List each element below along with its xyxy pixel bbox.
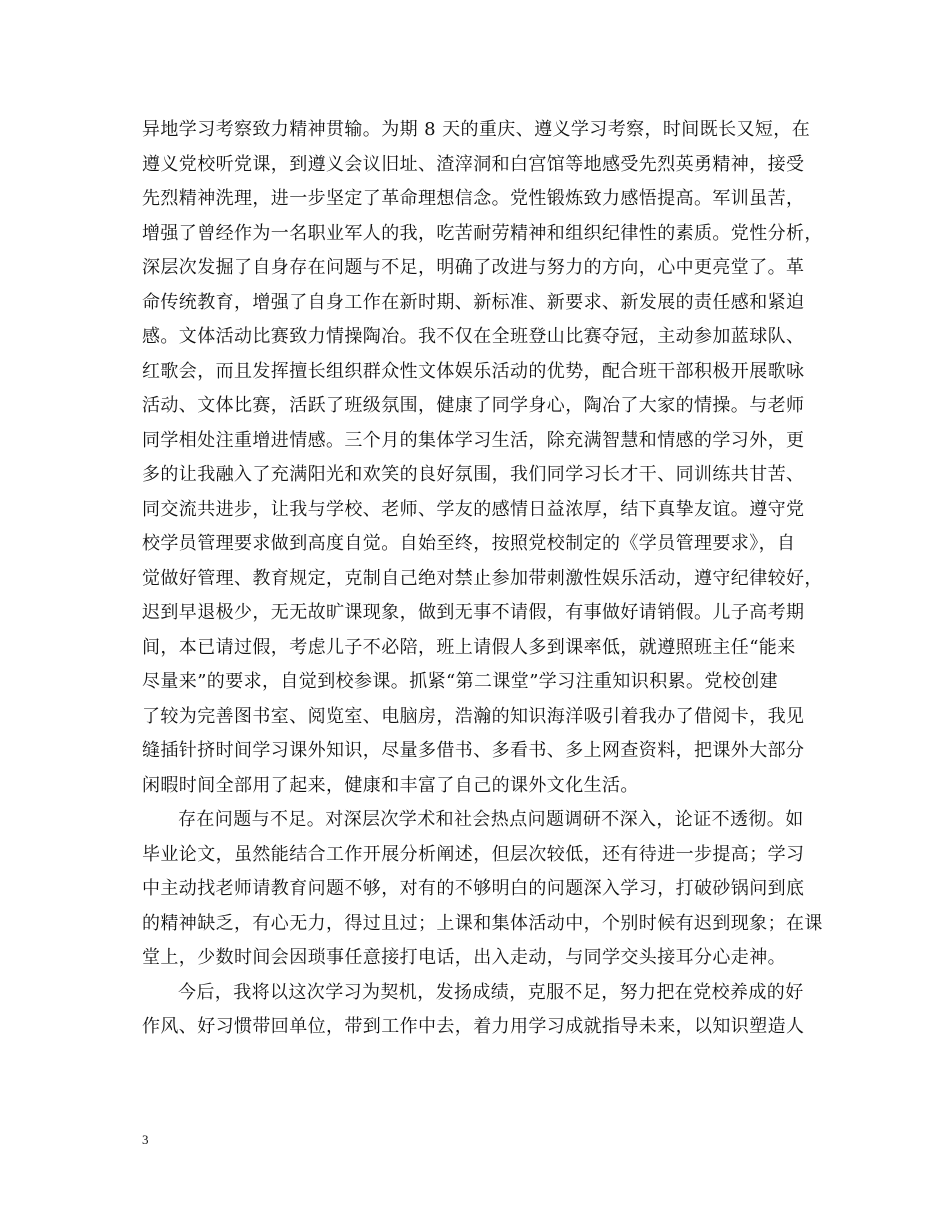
text-line: 缝插针挤时间学习课外知识，尽量多借书、多看书、多上网查资料，把课外大部分 bbox=[142, 740, 805, 761]
paragraph-1 bbox=[142, 113, 823, 803]
text-line: 感。文体活动比赛致力情操陶冶。我不仅在全班登山比赛夺冠，主动参加蓝球队、 bbox=[142, 326, 805, 347]
text-line: 多的让我融入了充满阳光和欢笑的良好氛围，我们同学习长才干、同训练共甘苦、 bbox=[142, 464, 805, 485]
text-line: 毕业论文，虽然能结合工作开展分析阐述，但层次较低，还有待进一步提高；学习 bbox=[142, 843, 805, 865]
text-line: 作风、好习惯带回单位，带到工作中去，着力用学习成就指导未来，以知识塑造人 bbox=[142, 1016, 805, 1037]
text-line: 同学相处注重增进情感。三个月的集体学习生活，除充满智慧和情感的学习外，更 bbox=[142, 429, 805, 451]
text-line: 了较为完善图书室、阅览室、电脑房，浩瀚的知识海洋吸引着我办了借阅卡，我见 bbox=[142, 705, 805, 727]
text-line: 同交流共进步，让我与学校、老师、学友的感情日益浓厚，结下真挚友谊。遵守党 bbox=[142, 498, 805, 520]
text-line: 红歌会，而且发挥擅长组织群众性文体娱乐活动的优势，配合班干部积极开展歌咏 bbox=[142, 360, 805, 382]
text-line: 遵义党校听党课，到遵义会议旧址、渣滓洞和白宫馆等地感受先烈英勇精神，接受 bbox=[142, 153, 805, 175]
body-text bbox=[142, 113, 823, 1045]
text-line: 的精神缺乏，有心无力，得过且过；上课和集体活动中，个别时候有迟到现象；在课 bbox=[142, 912, 823, 934]
text-line: 今后，我将以这次学习为契机，发扬成绩，克服不足，努力把在党校养成的好 bbox=[178, 981, 804, 1003]
text-line: 深层次发掘了自身存在问题与不足，明确了改进与努力的方向，心中更亮堂了。革 bbox=[142, 257, 805, 278]
text-line: 堂上，少数时间会因琐事任意接打电话，出入走动，与同学交头接耳分心走神。 bbox=[142, 947, 786, 968]
text-line: 闲暇时间全部用了起来，健康和丰富了自己的课外文化生活。 bbox=[142, 774, 639, 796]
text-line: 觉做好管理、教育规定，克制自己绝对禁止参加带刺激性娱乐活动，遵守纪律较好， bbox=[142, 567, 823, 589]
text-line: 间，本已请过假，考虑儿子不必陪，班上请假人多到课率低，就遵照班主任“能来 bbox=[142, 636, 796, 658]
text-line: 异地学习考察致力精神贯输。为期 8 天的重庆、遵义学习考察，时间既长又短，在 bbox=[142, 119, 811, 140]
text-line: 尽量来”的要求，自觉到校参课。抓紧“第二课堂”学习注重知识积累。党校创建 bbox=[142, 671, 779, 692]
text-line: 命传统教育，增强了自身工作在新时期、新标准、新要求、新发展的责任感和紧迫 bbox=[142, 291, 805, 313]
text-line: 活动、文体比赛，活跃了班级氛围，健康了同学身心，陶冶了大家的情操。与老师 bbox=[142, 395, 805, 416]
text-line: 存在问题与不足。对深层次学术和社会热点问题调研不深入，论证不透彻。如 bbox=[178, 809, 804, 830]
page-number: 3 bbox=[142, 1132, 149, 1147]
text-line: 校学员管理要求做到高度自觉。自始至终，按照党校制定的《学员管理要求》，自 bbox=[142, 533, 796, 554]
paragraph-2 bbox=[142, 803, 823, 976]
paragraph-3 bbox=[142, 976, 818, 1045]
text-line: 中主动找老师请教育问题不够，对有的不够明白的问题深入学习，打破砂锅问到底 bbox=[142, 878, 805, 899]
text-line: 迟到早退极少，无无故旷课现象，做到无事不请假，有事做好请销假。儿子高考期 bbox=[142, 602, 805, 623]
text-line: 增强了曾经作为一名职业军人的我，吃苦耐劳精神和组织纪律性的素质。党性分析， bbox=[142, 222, 823, 244]
text-line: 先烈精神洗理，进一步坚定了革命理想信念。党性锻炼致力感悟提高。军训虽苦， bbox=[142, 188, 805, 209]
